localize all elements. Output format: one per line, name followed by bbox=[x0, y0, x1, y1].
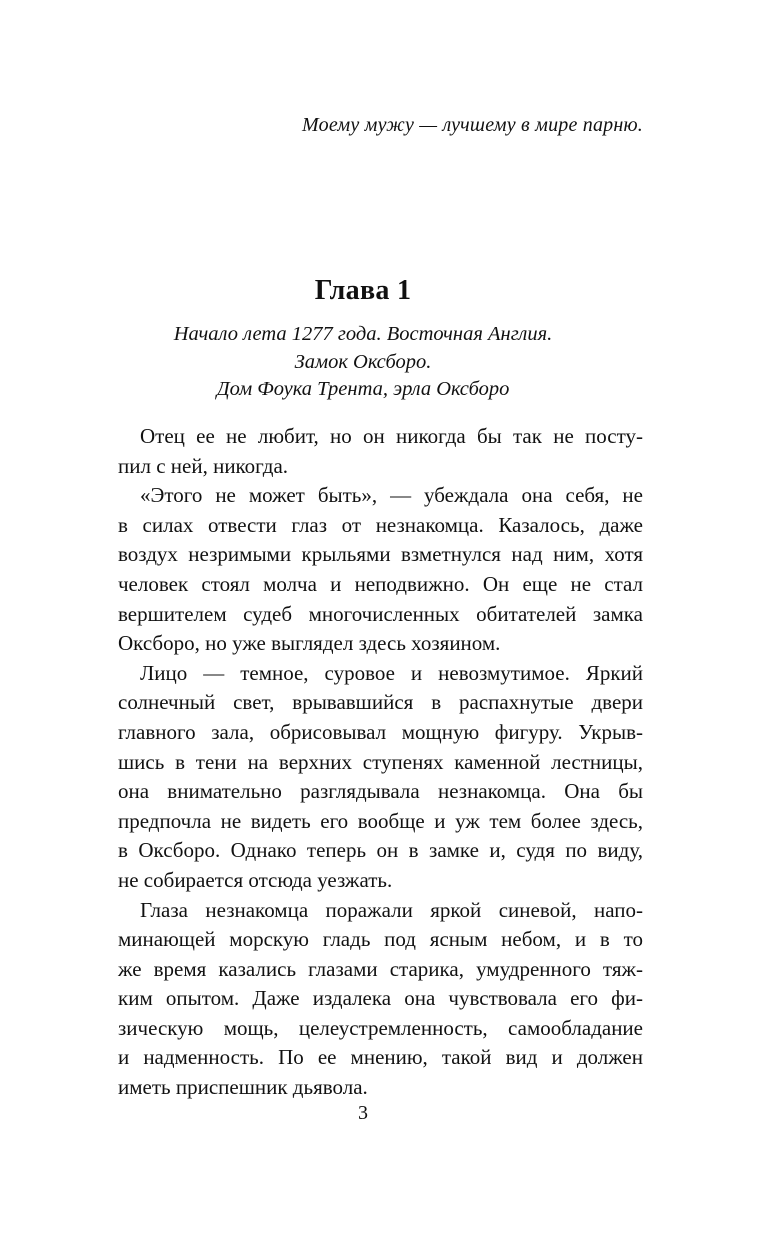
text-line: иметь приспешник дьявола. bbox=[118, 1075, 368, 1100]
text-line: и надменность. По ее мнению, такой вид и должен bbox=[118, 1045, 643, 1070]
text-line: предпочла не видеть его вообще и уж тем более здесь, bbox=[118, 808, 643, 833]
body-text bbox=[118, 422, 643, 1103]
text-line: она внимательно разглядывала незнакомца. Она бы bbox=[118, 779, 643, 804]
chapter-subtitle bbox=[0, 321, 726, 404]
text-line: ким опытом. Даже издалека она чувствовала его фи- bbox=[118, 986, 643, 1011]
text-line: Глаза незнакомца поражали яркой синевой, напо- bbox=[140, 897, 643, 922]
text-line: Отец ее не любит, но он никогда бы так не посту- bbox=[140, 424, 643, 448]
text-line: в Оксборо. Однако теперь он в замке и, судя по виду, bbox=[118, 838, 643, 863]
text-line: же время казались глазами старика, умудренного тяж- bbox=[118, 956, 643, 981]
text-line: человек стоял молча и неподвижно. Он еще не стал bbox=[118, 571, 643, 596]
paragraph bbox=[118, 481, 643, 659]
text-line: солнечный свет, врывавшийся в распахнутые двери bbox=[118, 690, 643, 715]
subtitle-line: Начало лета 1277 года. Восточная Англия. bbox=[173, 323, 553, 345]
text-line: главного зала, обрисовывал мощную фигуру. Укрыв- bbox=[118, 719, 643, 744]
text-line: Оксборо, но уже выглядел здесь хозяином. bbox=[118, 631, 501, 656]
paragraph bbox=[118, 659, 643, 896]
text-line: минающей морскую гладь под ясным небом, и в то bbox=[118, 927, 643, 952]
text-line: пил с ней, никогда. bbox=[118, 453, 289, 478]
subtitle-line: Дом Фоука Трента, эрла Оксборо bbox=[216, 378, 510, 400]
subtitle-line: Замок Оксборо. bbox=[294, 350, 432, 373]
page-number: 3 bbox=[358, 1102, 368, 1124]
text-line: воздух незримыми крыльями взметнулся над ним, хотя bbox=[118, 542, 643, 567]
text-line: вершителем судеб многочисленных обитателей замка bbox=[118, 601, 643, 626]
text-line: в силах отвести глаз от незнакомца. Казалось, даже bbox=[118, 512, 643, 537]
text-line: не собирается отсюда уезжать. bbox=[118, 867, 393, 892]
text-line: шись в тени на верхних ступенях каменной лестницы, bbox=[118, 749, 643, 774]
dedication: Моему мужу — лучшему в мире парню. bbox=[302, 114, 643, 136]
chapter-title: Глава 1 bbox=[314, 275, 412, 306]
text-line: зическую мощь, целеустремленность, самообладание bbox=[118, 1015, 643, 1040]
paragraph bbox=[118, 896, 643, 1103]
text-line: Лицо — темное, суровое и невозмутимое. Яркий bbox=[140, 660, 643, 685]
text-line: «Этого не может быть», — убеждала она себя, не bbox=[140, 483, 643, 508]
paragraph bbox=[118, 422, 643, 481]
